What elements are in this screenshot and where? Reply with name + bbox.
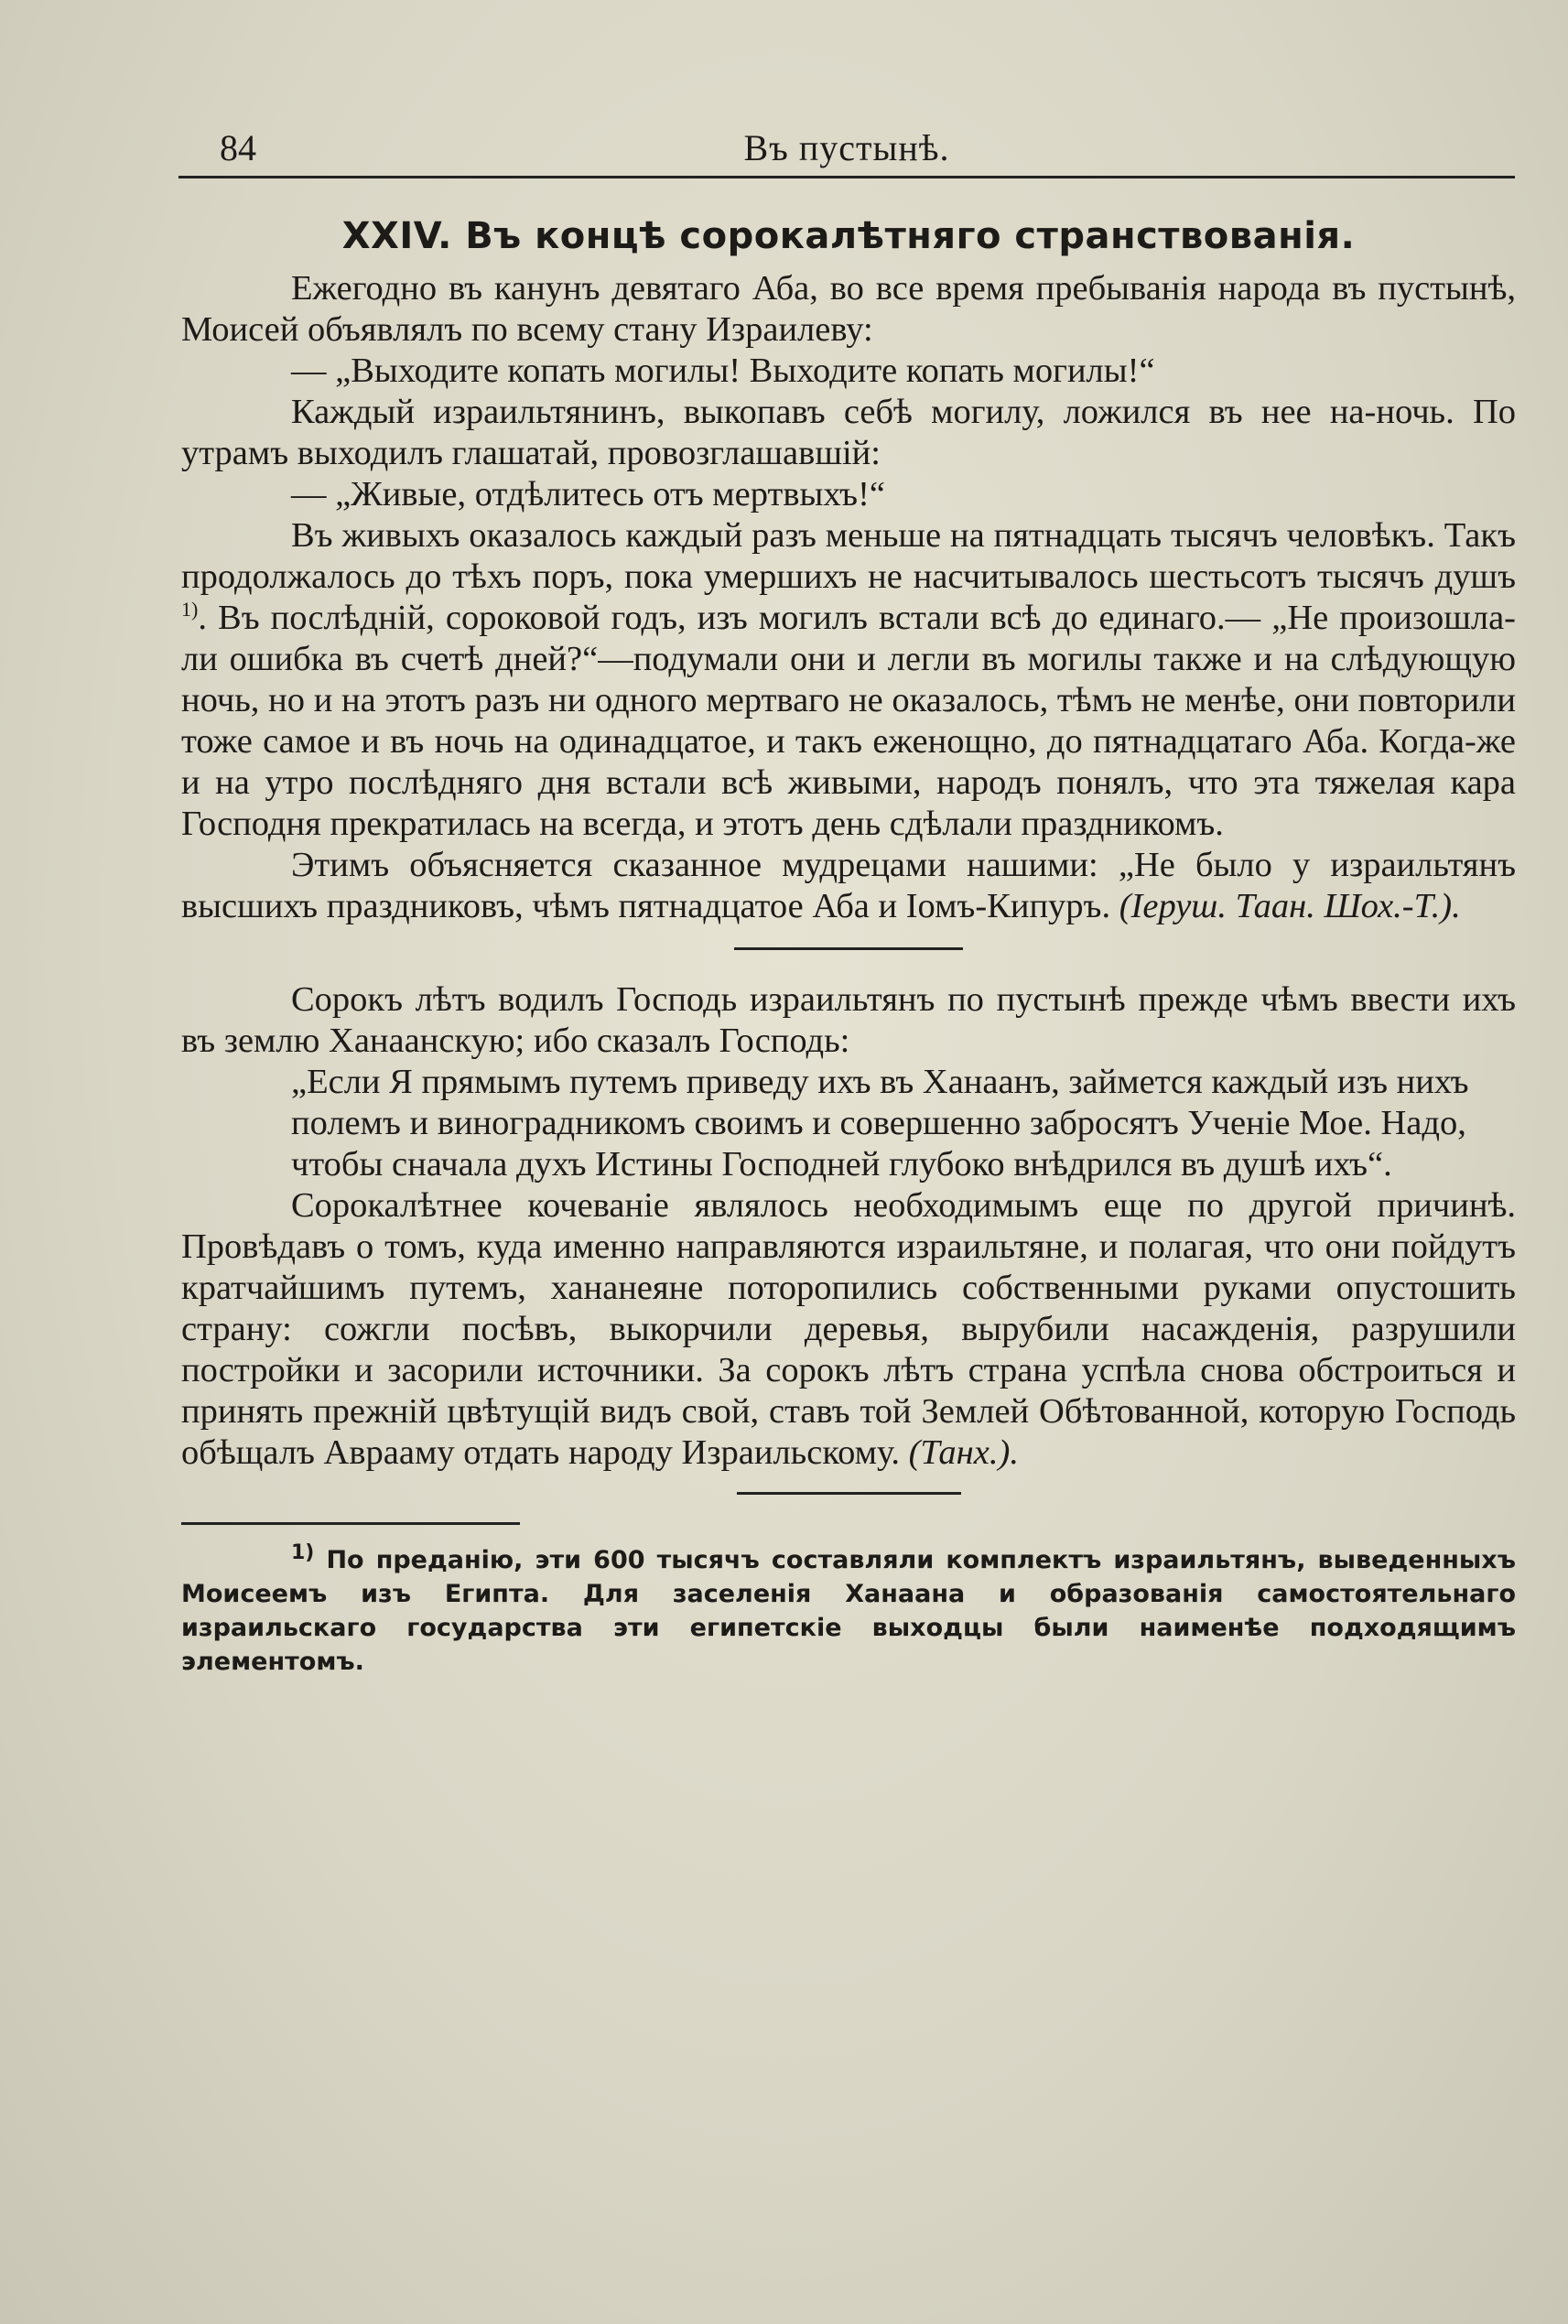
paragraph: Сорокъ лѣтъ водилъ Господь израильтянъ по пустынѣ прежде чѣмъ ввести ихъ въ землю Ханаанскую; ибо сказалъ Господь: [181, 980, 1516, 1060]
footnote-rule [181, 1522, 520, 1525]
paragraph-text: Въ живыхъ оказалось каждый разъ меньше на пятнадцать тысячъ человѣкъ. Такъ продолжалось до тѣхъ поръ, пока умершихъ не насчитывалось шестьсотъ тысячъ душъ [181, 516, 1516, 596]
running-head [178, 119, 1515, 174]
paragraph: Ежегодно въ канунъ девятаго Аба, во все время пребыванія народа въ пустынѣ, Моисей объявлялъ по всему стану Израилеву: [181, 269, 1516, 349]
paragraph [181, 515, 1516, 845]
paragraph-text: . Въ послѣдній, сороковой годъ, изъ могилъ встали всѣ до единаго.— „Не произошла-ли ошибка въ счетѣ дней?“—подумали они и легли въ могилы также и на слѣдующую ночь, но и на этотъ разъ ни одного мертваго не оказалось, тѣмъ не менѣе, они повторили тоже самое и въ ночь на одинадцатое, и такъ еженощно, до пятнадцатаго Аба. Когда-же и на утро послѣдняго дня встали всѣ живыми, народъ понялъ, что эта тяжелая кара Господня прекратилась на всегда, и этотъ день сдѣлали праздникомъ. [181, 599, 1516, 843]
paragraph: Каждый израильтянинъ, выкопавъ себѣ могилу, ложился въ нее на-ночь. По утрамъ выходилъ глашатай, провозглашавшій: [181, 393, 1516, 472]
quote: „Если Я прямымъ путемъ приведу ихъ въ Ханаанъ, займется каждый изъ нихъ полемъ и виноградникомъ своимъ и совершенно забросятъ Ученіе Мое. Надо, чтобы сначала духъ Истины Господней глубоко внѣдрился въ душѣ ихъ“. [291, 1063, 1469, 1184]
footnote [181, 1543, 1516, 1679]
end-divider [737, 1492, 961, 1495]
footnote-mark: 1) [291, 1541, 315, 1564]
header-rule [178, 176, 1515, 178]
page-content [181, 197, 1516, 1679]
paragraph-text: Сорокалѣтнее кочеваніе являлось необходимымъ еще по другой причинѣ. Провѣдавъ о томъ, куда именно направляются израильтяне, и полагая, что они пойдутъ кратчайшимъ путемъ, хананеяне поторопились собственными руками опустошить страну: сожгли посѣвъ, выкорчили деревья, вырубили насажденія, разрушили постройки и засорили источники. За сорокъ лѣтъ страна успѣла снова обстроиться и принять прежній цвѣтущій видъ свой, ставъ той Землей Обѣтованной, которую Господь обѣщалъ Аврааму отдать народу Израильскому. [181, 1186, 1516, 1472]
page-number: 84 [220, 127, 256, 168]
chapter-title: XXIV. Въ концѣ сорокалѣтняго странствованія. [341, 215, 1356, 257]
quote: — „Выходите копать могилы! Выходите копать могилы!“ [291, 351, 1155, 390]
quote: — „Живые, отдѣлитесь отъ мертвыхъ!“ [291, 475, 885, 513]
footnote-reference: 1) [181, 598, 199, 622]
source-reference: (Іеруш. Таан. Шох.-Т.). [1119, 887, 1461, 925]
footnote-text: По преданію, эти 600 тысячъ составляли комплектъ израильтянъ, выведенныхъ Моисеемъ изъ Египта. Для заселенія Ханаана и образованія самостоятельнаго израильскаго государства эти египетскіе выходцы были наименѣе подходящимъ элементомъ. [181, 1546, 1516, 1676]
source-reference: (Танх.). [908, 1433, 1019, 1472]
paragraph [181, 845, 1516, 927]
section-divider [734, 947, 963, 950]
running-title: Въ пустынѣ. [743, 127, 950, 168]
paragraph [181, 1185, 1516, 1474]
paragraph-text: Этимъ объясняется сказанное мудрецами нашими: „Не было у израильтянъ высшихъ праздниковъ, чѣмъ пятнадцатое Аба и Іомъ-Кипуръ. [181, 846, 1516, 925]
